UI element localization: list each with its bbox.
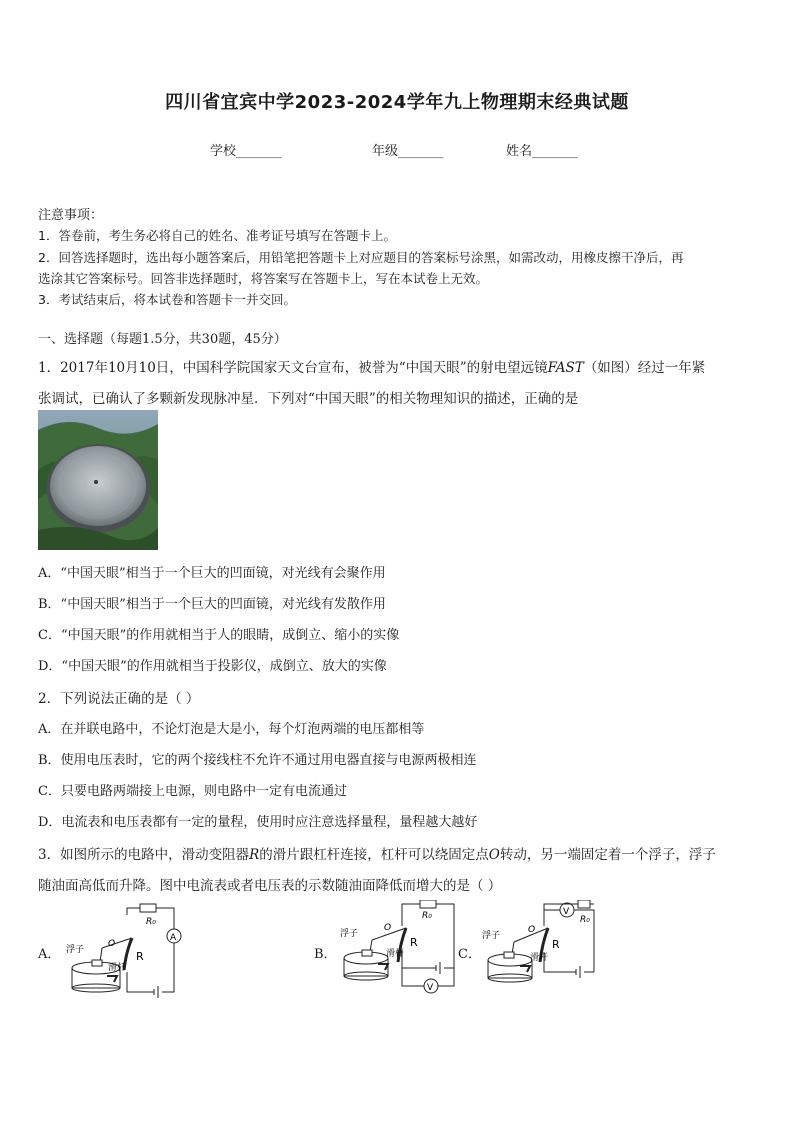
q1-option-b: B．“中国天眼”相当于一个巨大的凹面镜，对光线有发散作用	[38, 597, 386, 612]
q1-option-d: D．“中国天眼”的作用就相当于投影仪，成倒立、放大的实像	[38, 659, 387, 674]
name-field: 姓名_______	[506, 144, 578, 159]
q3-option-c-label: C．	[458, 947, 481, 962]
lever-label: 滑杆	[386, 949, 405, 959]
q3-text: 的滑片跟杠杆连接，杠杆可以绕固定点	[259, 847, 489, 863]
q1-stem-line2: 张调试，已确认了多颗新发现脉冲星．下列对“中国天眼”的相关物理知识的描述，正确的是	[38, 391, 579, 407]
page-title: 四川省宜宾中学2023-2024学年九上物理期末经典试题	[165, 92, 629, 113]
circuit-diagram-b	[336, 900, 456, 1000]
q3-text: 转动，另一端固定着一个浮子，浮子	[499, 847, 716, 863]
resistor-label: R	[552, 938, 560, 951]
section-heading: 一、选择题（每题1.5分，共30题，45分）	[38, 332, 287, 347]
q3-stem-line2: 随油面高低而升降。图中电流表或者电压表的示数随油面降低而增大的是（ ）	[38, 878, 502, 894]
resistor-label: R	[410, 936, 418, 949]
voltmeter-symbol: V	[427, 983, 434, 993]
voltmeter-symbol: V	[563, 907, 570, 917]
lever-label: 滑杆	[530, 953, 549, 963]
float-label: 浮子	[66, 945, 85, 955]
school-field: 学校_______	[210, 144, 282, 159]
q2-option-c: C．只要电路两端接上电源，则电路中一定有电流通过	[38, 784, 347, 799]
fast-term: FAST	[547, 360, 584, 376]
lever-label: 滑杆	[108, 963, 127, 973]
q1-stem-line1	[38, 356, 705, 376]
q3-stem-line1	[38, 843, 716, 863]
q1-text: 1．2017年10月10日，中国科学院国家天文台宣布，被誉为“中国天眼”的射电望远镜	[38, 360, 548, 376]
q2-option-d: D．电流表和电压表都有一定的量程，使用时应注意选择量程，量程越大越好	[38, 815, 478, 830]
var-r: R	[249, 847, 260, 863]
q1-option-c: C．“中国天眼”的作用就相当于人的眼睛，成倒立、缩小的实像	[38, 628, 400, 643]
var-o: O	[488, 847, 500, 863]
r0-label: R₀	[422, 911, 432, 921]
q2-stem: 2．下列说法正确的是（ ）	[38, 691, 200, 707]
r0-label: R₀	[146, 917, 156, 927]
pivot-label: O	[108, 939, 116, 949]
note-item: 1．答卷前，考生务必将自己的姓名、准考证号填写在答题卡上。	[38, 228, 396, 243]
ammeter-symbol: A	[170, 933, 177, 943]
r0-label: R₀	[580, 915, 590, 925]
q2-option-a: A．在并联电路中，不论灯泡是大是小，每个灯泡两端的电压都相等	[38, 722, 425, 737]
q3-option-b-label: B．	[314, 947, 337, 962]
resistor-label: R	[136, 950, 144, 963]
notes-heading: 注意事项：	[38, 208, 104, 223]
q1-option-a: A．“中国天眼”相当于一个巨大的凹面镜，对光线有会聚作用	[38, 566, 386, 581]
float-label: 浮子	[340, 929, 359, 939]
note-item: 选涂其它答案标号。回答非选择题时，将答案写在答题卡上，写在本试卷上无效。	[38, 271, 489, 286]
pivot-label: O	[384, 923, 392, 933]
circuit-diagram-a	[62, 900, 192, 1000]
q3-text: 3．如图所示的电路中，滑动变阻器	[38, 847, 250, 863]
pivot-label: O	[528, 925, 536, 935]
q3-option-a-label: A．	[38, 947, 61, 962]
float-label: 浮子	[482, 931, 501, 941]
q2-option-b: B．使用电压表时，它的两个接线柱不允许不通过用电器直接与电源两极相连	[38, 753, 477, 768]
note-item: 3．考试结束后，将本试卷和答题卡一并交回。	[38, 292, 296, 307]
circuit-diagram-c	[480, 900, 600, 1000]
fast-telescope-photo	[38, 410, 158, 550]
grade-field: 年级_______	[372, 144, 444, 159]
q1-text-tail: （如图）经过一年紧	[583, 360, 706, 376]
note-item: 2．回答选择题时，选出每小题答案后，用铅笔把答题卡上对应题目的答案标号涂黑，如需改动，用橡皮擦干净后，再	[38, 250, 684, 265]
